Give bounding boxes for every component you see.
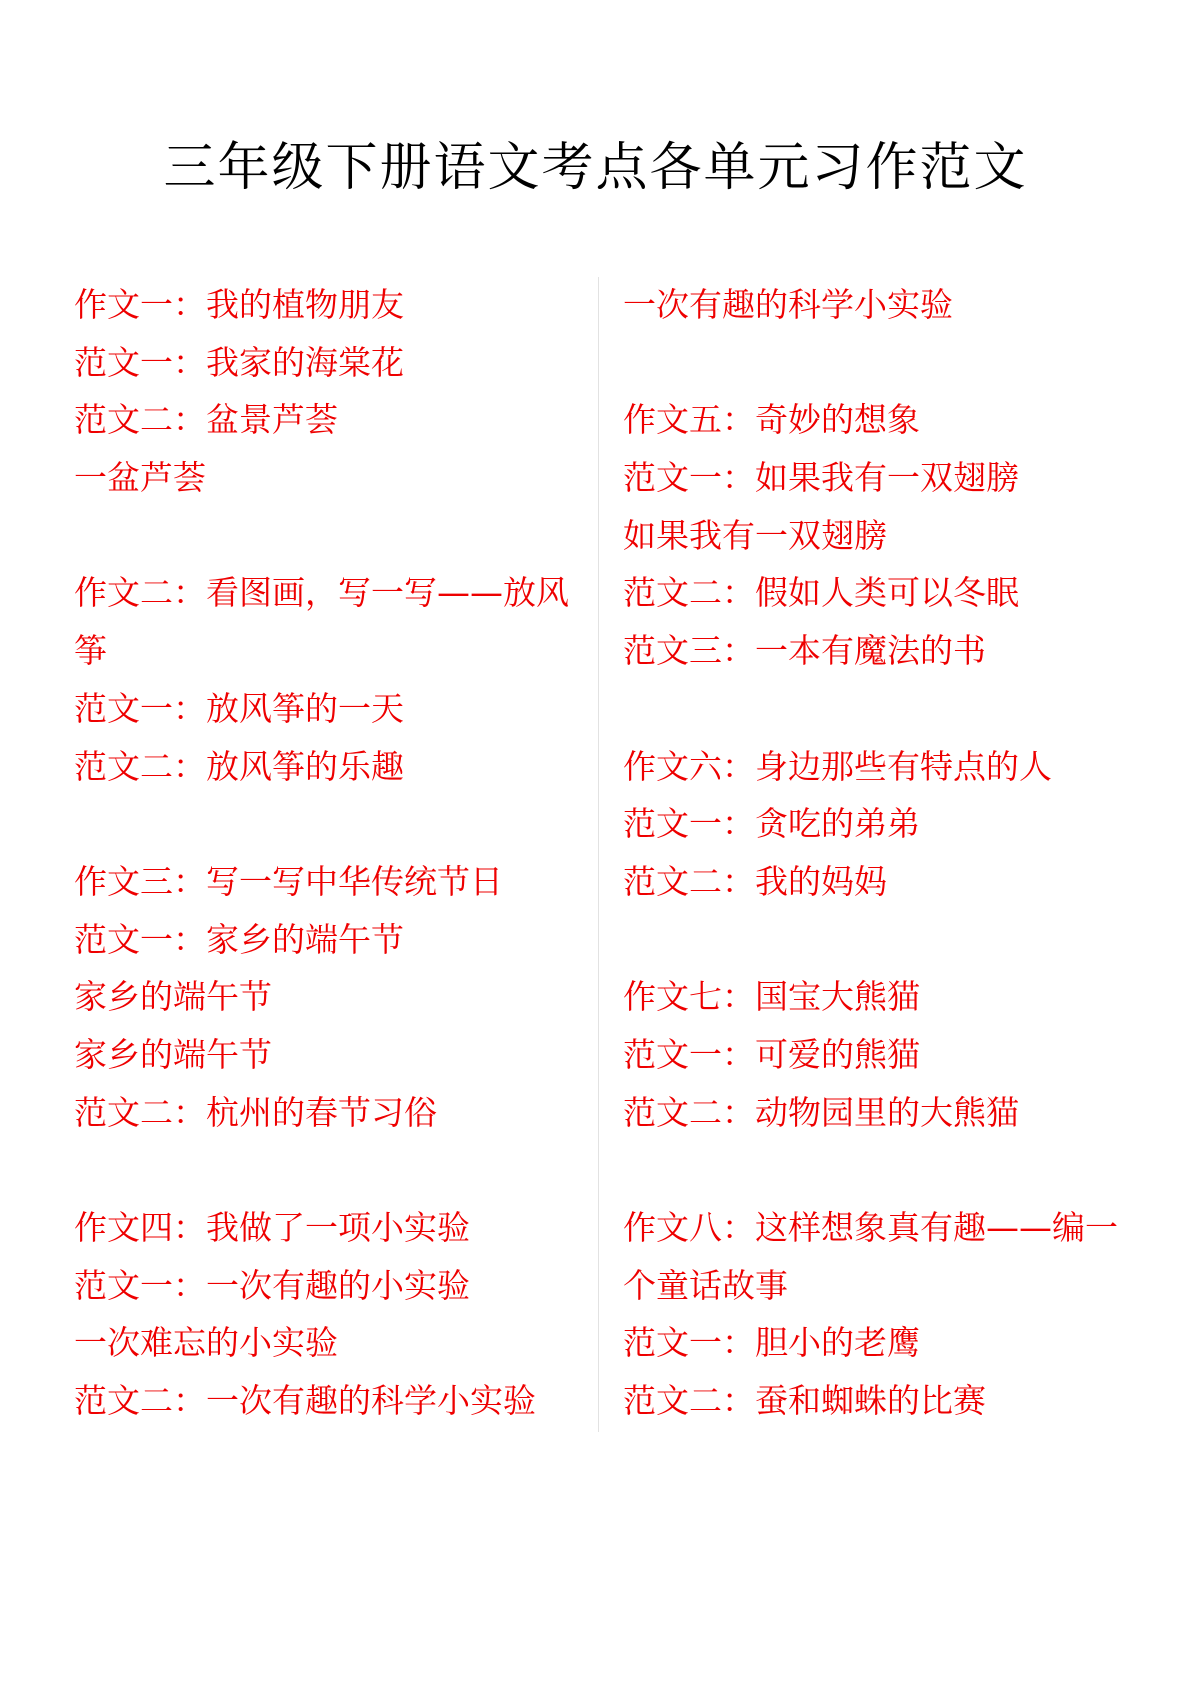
list-item: 范文一：胆小的老鹰: [623, 1323, 920, 1363]
list-item: 一次难忘的小实验: [74, 1323, 338, 1363]
list-item: 如果我有一双翅膀: [623, 515, 887, 555]
list-spacer: [623, 680, 1143, 738]
list-item: 一盆芦荟: [74, 458, 206, 498]
list-item: 一次有趣的科学小实验: [623, 285, 953, 324]
list-item: 范文一：一次有趣的小实验: [74, 1265, 470, 1305]
list-item: 范文二：我的妈妈: [623, 861, 887, 901]
list-item: 作文七：国宝大熊猫: [623, 977, 920, 1017]
list-spacer: [74, 795, 589, 853]
list-spacer: [623, 911, 1143, 969]
column-divider: [598, 277, 599, 1432]
list-item: 范文二：动物园里的大熊猫: [623, 1092, 1019, 1132]
list-item: 范文一：我家的海棠花: [74, 342, 404, 382]
list-item: 作文四：我做了一项小实验: [74, 1208, 470, 1247]
left-column: [74, 276, 589, 1430]
list-spacer: [623, 334, 1143, 392]
list-item: 范文一：放风筝的一天: [74, 688, 404, 728]
list-item: 范文一：贪吃的弟弟: [623, 804, 920, 844]
list-item: 范文二：一次有趣的科学小实验: [74, 1381, 536, 1421]
list-item: 作文一：我的植物朋友: [74, 285, 404, 324]
list-item: 范文二：放风筝的乐趣: [74, 746, 404, 786]
list-item: 范文二：杭州的春节习俗: [74, 1092, 437, 1132]
right-column: [623, 276, 1143, 1430]
list-item: 范文二：盆景芦荟: [74, 400, 338, 440]
list-item: 范文三：一本有魔法的书: [623, 631, 986, 671]
list-item: 作文二：看图画，写一写——放风: [74, 573, 569, 613]
list-item: 范文一：可爱的熊猫: [623, 1034, 920, 1074]
list-item: 范文二：假如人类可以冬眠: [623, 573, 1019, 613]
list-item: 作文八：这样想象真有趣——编一: [623, 1208, 1118, 1247]
list-item: 作文五：奇妙的想象: [623, 400, 920, 440]
page-title: 三年级下册语文考点各单元习作范文: [163, 138, 1028, 198]
list-item: 家乡的端午节: [74, 1034, 272, 1074]
list-spacer: [74, 507, 589, 565]
list-spacer: [623, 1141, 1143, 1199]
list-spacer: [74, 1141, 589, 1199]
list-item: 范文二：蚕和蜘蛛的比赛: [623, 1381, 986, 1421]
list-item: 家乡的端午节: [74, 977, 272, 1017]
list-item: 范文一：家乡的端午节: [74, 919, 404, 959]
list-item: 筝: [74, 631, 107, 671]
list-item: 个童话故事: [623, 1265, 788, 1305]
list-item: 作文三：写一写中华传统节日: [74, 861, 503, 901]
list-item: 作文六：身边那些有特点的人: [623, 746, 1052, 786]
list-item: 范文一：如果我有一双翅膀: [623, 458, 1019, 498]
